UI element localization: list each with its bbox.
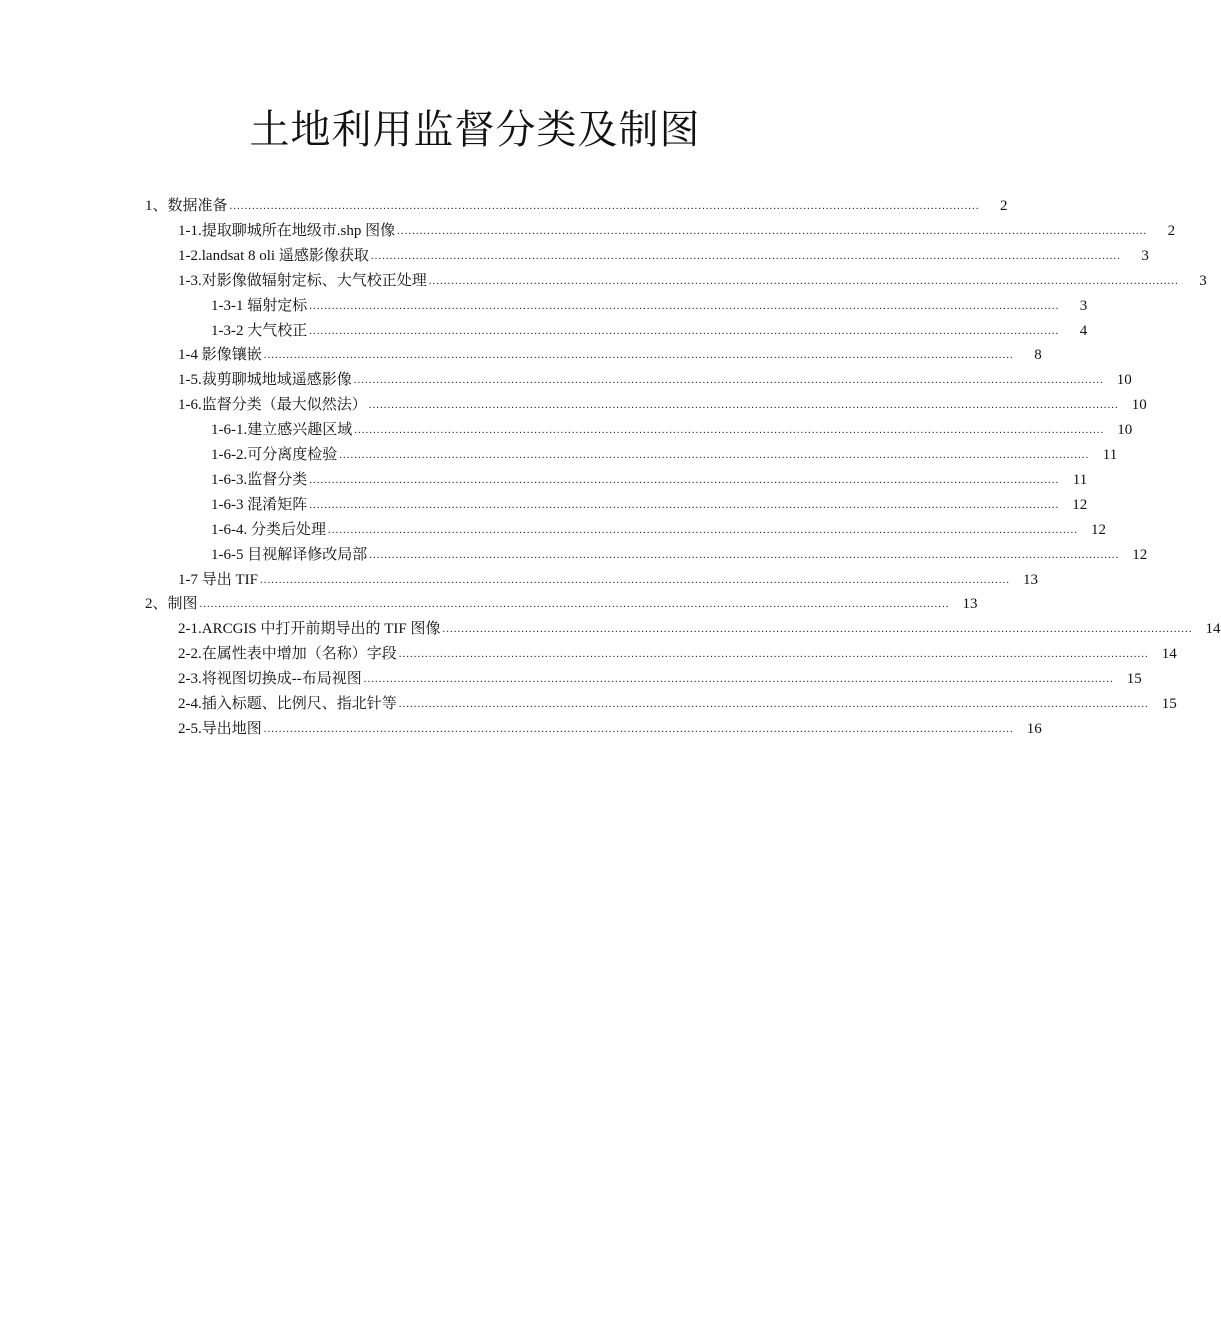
toc-entry-label: 1、数据准备 [145, 198, 228, 214]
toc-entry[interactable] [178, 614, 1221, 639]
toc-dot-leader: ........................................................................................................................................................................................................ [263, 349, 1014, 361]
toc-entry-page: 3 [1141, 248, 1149, 264]
toc-entry[interactable] [211, 540, 1148, 565]
toc-entry[interactable] [211, 515, 1106, 540]
toc-dot-leader: ........................................................................................................................................................................................................ [428, 275, 1179, 287]
toc-entry-page: 2 [1000, 198, 1008, 214]
toc-dot-leader: ........................................................................................................................................................................................................ [368, 399, 1119, 411]
toc-dot-leader: ........................................................................................................................................................................................................ [369, 549, 1120, 561]
toc-dot-leader: ........................................................................................................................................................................................................ [199, 598, 950, 610]
toc-entry[interactable] [178, 216, 1176, 241]
toc-entry[interactable] [178, 365, 1132, 390]
toc-dot-leader: ........................................................................................................................................................................................................ [339, 449, 1090, 461]
toc-entry-label: 2-1.ARCGIS 中打开前期导出的 TIF 图像 [178, 621, 441, 637]
toc-dot-leader: ........................................................................................................................................................................................................ [309, 325, 1060, 337]
toc-entry[interactable] [211, 316, 1088, 341]
toc-entry-label: 2-5.导出地图 [178, 721, 262, 737]
toc-entry[interactable] [178, 565, 1038, 590]
toc-entry-label: 1-3-1 辐射定标 [211, 298, 308, 314]
toc-entry-page: 8 [1034, 347, 1042, 363]
toc-entry-page: 16 [1026, 721, 1042, 737]
toc-entry-label: 1-1.提取聊城所在地级市.shp 图像 [178, 223, 396, 239]
toc-entry-page: 11 [1072, 472, 1088, 488]
toc-entry-page: 12 [1132, 547, 1148, 563]
toc-entry[interactable] [178, 664, 1142, 689]
toc-dot-leader: ........................................................................................................................................................................................................ [398, 698, 1149, 710]
toc-dot-leader: ........................................................................................................................................................................................................ [309, 499, 1060, 511]
toc-entry-page: 12 [1091, 522, 1106, 538]
toc-entry-label: 1-6-5 目视解译修改局部 [211, 547, 368, 563]
toc-entry-label: 2-2.在属性表中增加（名称）字段 [178, 646, 397, 662]
toc-entry-label: 1-6-1.建立感兴趣区域 [211, 422, 353, 438]
toc-entry-label: 1-4 影像镶嵌 [178, 347, 262, 363]
toc-dot-leader: ........................................................................................................................................................................................................ [309, 474, 1060, 486]
toc-entry[interactable] [178, 266, 1207, 291]
toc-entry-label: 1-3.对影像做辐射定标、大气校正处理 [178, 273, 427, 289]
toc-entry-page: 12 [1072, 497, 1088, 513]
toc-entry-label: 1-6-3.监督分类 [211, 472, 308, 488]
document-title: 土地利用监督分类及制图 [249, 107, 701, 152]
toc-entry-page: 14 [1205, 621, 1221, 637]
toc-entry-page: 13 [962, 596, 978, 612]
toc-entry-page: 3 [1199, 273, 1207, 289]
toc-entry[interactable] [178, 639, 1177, 664]
toc-entry[interactable] [211, 291, 1088, 316]
toc-entry[interactable] [178, 340, 1042, 365]
toc-entry[interactable] [211, 415, 1133, 440]
toc-entry[interactable] [211, 490, 1088, 515]
toc-dot-leader: ........................................................................................................................................................................................................ [398, 648, 1149, 660]
toc-entry-label: 1-6.监督分类（最大似然法） [178, 397, 367, 413]
toc-entry-page: 3 [1079, 298, 1088, 314]
toc-entry-label: 2-4.插入标题、比例尺、指北针等 [178, 696, 397, 712]
toc-entry-label: 2、制图 [145, 596, 198, 612]
toc-entry-page: 14 [1161, 646, 1177, 662]
toc-dot-leader: ........................................................................................................................................................................................................ [328, 524, 1078, 536]
toc-entry-label: 1-6-4. 分类后处理 [211, 522, 326, 538]
toc-entry[interactable] [211, 465, 1088, 490]
toc-entry-page: 10 [1116, 372, 1132, 388]
toc-entry-page: 13 [1023, 572, 1038, 588]
toc-entry-label: 2-3.将视图切换成--布局视图 [178, 671, 362, 687]
toc-entry[interactable] [178, 714, 1042, 739]
toc-entry[interactable] [211, 440, 1118, 465]
toc-entry[interactable] [145, 191, 1008, 216]
toc-dot-leader: ........................................................................................................................................................................................................ [229, 200, 980, 212]
toc-entry-label: 1-3-2 大气校正 [211, 323, 308, 339]
toc-entry-page: 11 [1102, 447, 1118, 463]
toc-dot-leader: ........................................................................................................................................................................................................ [309, 300, 1060, 312]
toc-entry-page: 15 [1161, 696, 1177, 712]
toc-entry-page: 2 [1167, 223, 1176, 239]
toc-entry[interactable] [145, 589, 978, 614]
toc-entry-label: 1-6-2.可分离度检验 [211, 447, 338, 463]
toc-entry-page: 10 [1117, 422, 1133, 438]
toc-dot-leader: ........................................................................................................................................................................................................ [354, 424, 1105, 436]
toc-entry-label: 1-2.landsat 8 oli 遥感影像获取 [178, 248, 369, 264]
toc-entry[interactable] [178, 689, 1177, 714]
toc-dot-leader: ........................................................................................................................................................................................................ [442, 623, 1193, 635]
toc-entry-page: 10 [1131, 397, 1147, 413]
toc-entry-label: 1-7 导出 TIF [178, 572, 258, 588]
toc-entry-page: 4 [1079, 323, 1088, 339]
toc-dot-leader: ........................................................................................................................................................................................................ [353, 374, 1104, 386]
toc-dot-leader: ........................................................................................................................................................................................................ [263, 723, 1014, 735]
toc-dot-leader: ........................................................................................................................................................................................................ [363, 673, 1114, 685]
toc-dot-leader: ........................................................................................................................................................................................................ [260, 574, 1010, 586]
toc-entry[interactable] [178, 390, 1147, 415]
toc-dot-leader: ........................................................................................................................................................................................................ [370, 250, 1121, 262]
toc-entry-label: 1-5.裁剪聊城地域遥感影像 [178, 372, 352, 388]
toc-dot-leader: ........................................................................................................................................................................................................ [397, 225, 1148, 237]
toc-entry[interactable] [178, 241, 1149, 266]
toc-entry-page: 15 [1126, 671, 1142, 687]
toc-entry-label: 1-6-3 混淆矩阵 [211, 497, 308, 513]
